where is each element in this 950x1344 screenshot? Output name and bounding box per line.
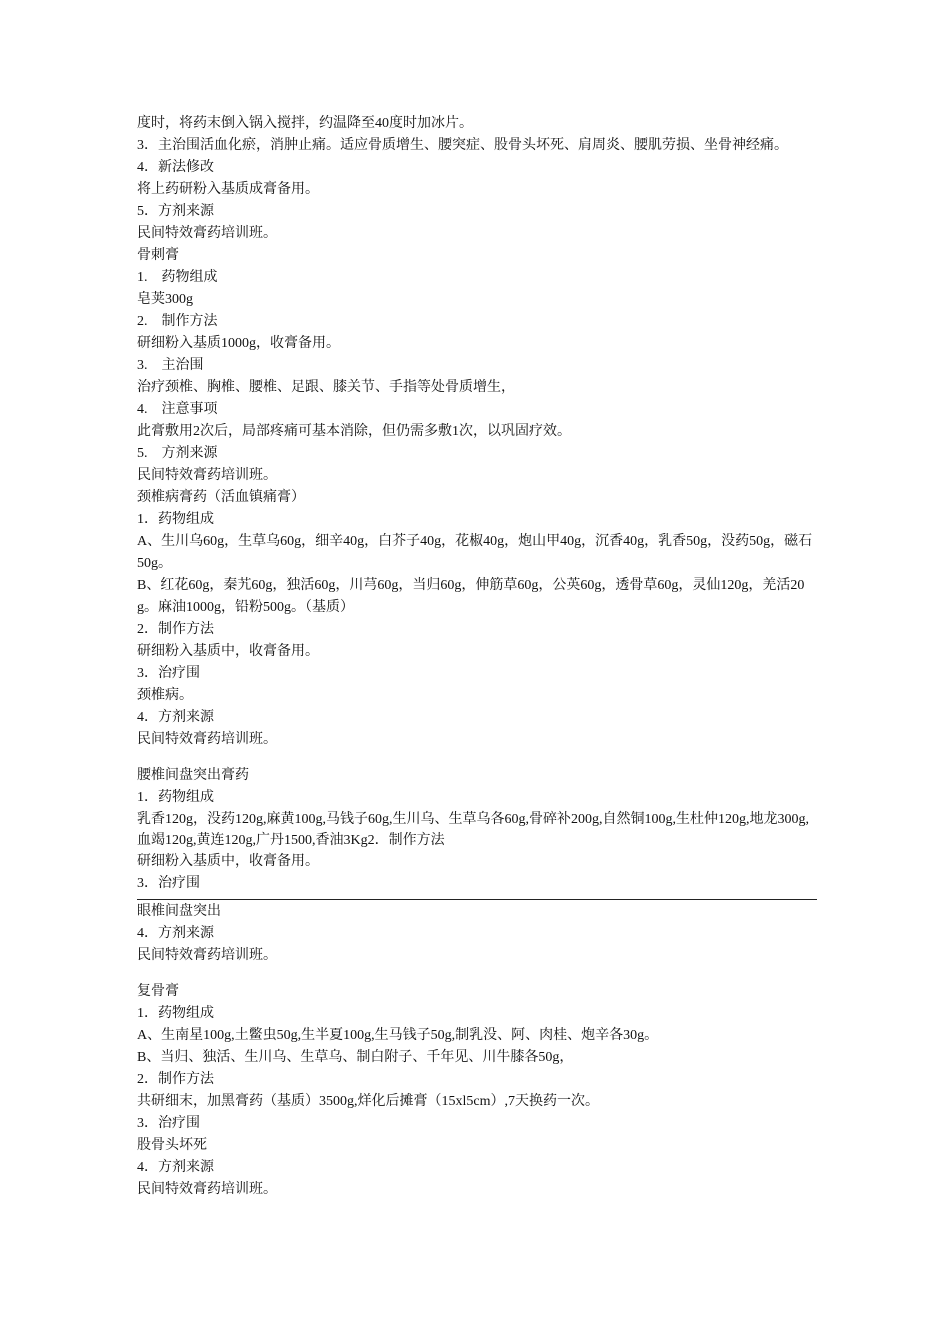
text-line: 研细粉入基质中，收膏备用。 <box>137 644 319 659</box>
section-heading: 1．药物组成 <box>137 512 214 527</box>
text-line: 治疗颈椎、胸椎、腰椎、足跟、膝关节、手指等处骨质增生， <box>137 380 515 395</box>
text-line: 度时，将药末倒入锅入搅拌，约温降至40度时加冰片。 <box>137 116 473 131</box>
horizontal-rule <box>137 899 817 900</box>
recipe-title: 骨刺膏 <box>137 248 179 263</box>
section-heading: 4．新法修改 <box>137 160 214 175</box>
section-heading: 4．方剂来源 <box>137 926 214 941</box>
text-line: 研细粉入基质1000g，收膏备用。 <box>137 336 340 351</box>
section-heading: 3. 主治围 <box>137 358 204 373</box>
text-line: 将上药研粉入基质成膏备用。 <box>137 182 319 197</box>
recipe-title: 腰椎间盘突出膏药 <box>137 768 249 783</box>
recipe-title: 颈椎病膏药（活血镇痛膏） <box>137 490 305 505</box>
section-heading: 3．治疗围 <box>137 666 200 681</box>
text-line: 民间特效膏药培训班。 <box>137 1182 277 1197</box>
document-body <box>137 113 817 1201</box>
section-heading: 4．方剂来源 <box>137 1160 214 1175</box>
text-line: 股骨头坏死 <box>137 1138 207 1153</box>
text-line: 研细粉入基质中，收膏备用。 <box>137 854 319 869</box>
section-heading: 2．制作方法 <box>137 1072 214 1087</box>
blank-line <box>137 967 817 981</box>
ingredient-list: 乳香120g，没药120g,麻黄100g,马钱子60g,生川乌、生草乌各60g,骨碎补200g,自然铜100g,生杜仲120g,地龙300g,血竭120g,黄连120g,广丹1500,香油3Kg2．制作方法 <box>137 812 809 848</box>
section-heading: 5．方剂来源 <box>137 204 214 219</box>
section-heading: 1．药物组成 <box>137 790 214 805</box>
text-line: 民间特效膏药培训班。 <box>137 226 277 241</box>
ingredient-list: B、当归、独活、生川乌、生草乌、制白附子、千年见、川牛膝各50g， <box>137 1050 574 1065</box>
section-heading: 1．药物组成 <box>137 1006 214 1021</box>
text-line: 此膏敷用2次后，局部疼痛可基本消除，但仍需多敷1次，以巩固疗效。 <box>137 424 571 439</box>
text-line: 共研细末，加黑膏药（基质）3500g,烊化后摊膏（15xl5cm）,7天换药一次。 <box>137 1094 599 1109</box>
text-line: 民间特效膏药培训班。 <box>137 468 277 483</box>
text-line: 眼椎间盘突出 <box>137 904 221 919</box>
blank-line <box>137 751 817 765</box>
section-heading: 1. 药物组成 <box>137 270 218 285</box>
recipe-title: 复骨膏 <box>137 984 179 999</box>
text-line: 民间特效膏药培训班。 <box>137 732 277 747</box>
section-heading: 4. 注意事项 <box>137 402 218 417</box>
text-line: 颈椎病。 <box>137 688 193 703</box>
text-line: 皂荚300g <box>137 292 193 307</box>
section-heading: 2．制作方法 <box>137 622 214 637</box>
text-line: 民间特效膏药培训班。 <box>137 948 277 963</box>
ingredient-list: A、生南星100g,土鳖虫50g,生半夏100g,生马钱子50g,制乳没、阿、肉桂、炮辛各30g。 <box>137 1028 659 1043</box>
section-heading: 2. 制作方法 <box>137 314 218 329</box>
ingredient-list: B、红花60g，秦艽60g，独活60g，川芎60g，当归60g，伸筋草60g，公英60g，透骨草60g，灵仙120g，羌活20g。麻油1000g，铅粉500g。（基质） <box>137 578 805 615</box>
section-heading: 3．治疗围 <box>137 876 200 891</box>
section-heading: 5. 方剂来源 <box>137 446 218 461</box>
text-line: 3．主治围活血化瘀，消肿止痛。适应骨质增生、腰突症、股骨头坏死、肩周炎、腰肌劳损、坐骨神经痛。 <box>137 138 788 153</box>
section-heading: 3．治疗围 <box>137 1116 200 1131</box>
section-heading: 4．方剂来源 <box>137 710 214 725</box>
ingredient-list: A、生川乌60g，生草乌60g，细辛40g，白芥子40g，花椒40g，炮山甲40g，沉香40g，乳香50g，没药50g，磁石50g。 <box>137 534 813 571</box>
